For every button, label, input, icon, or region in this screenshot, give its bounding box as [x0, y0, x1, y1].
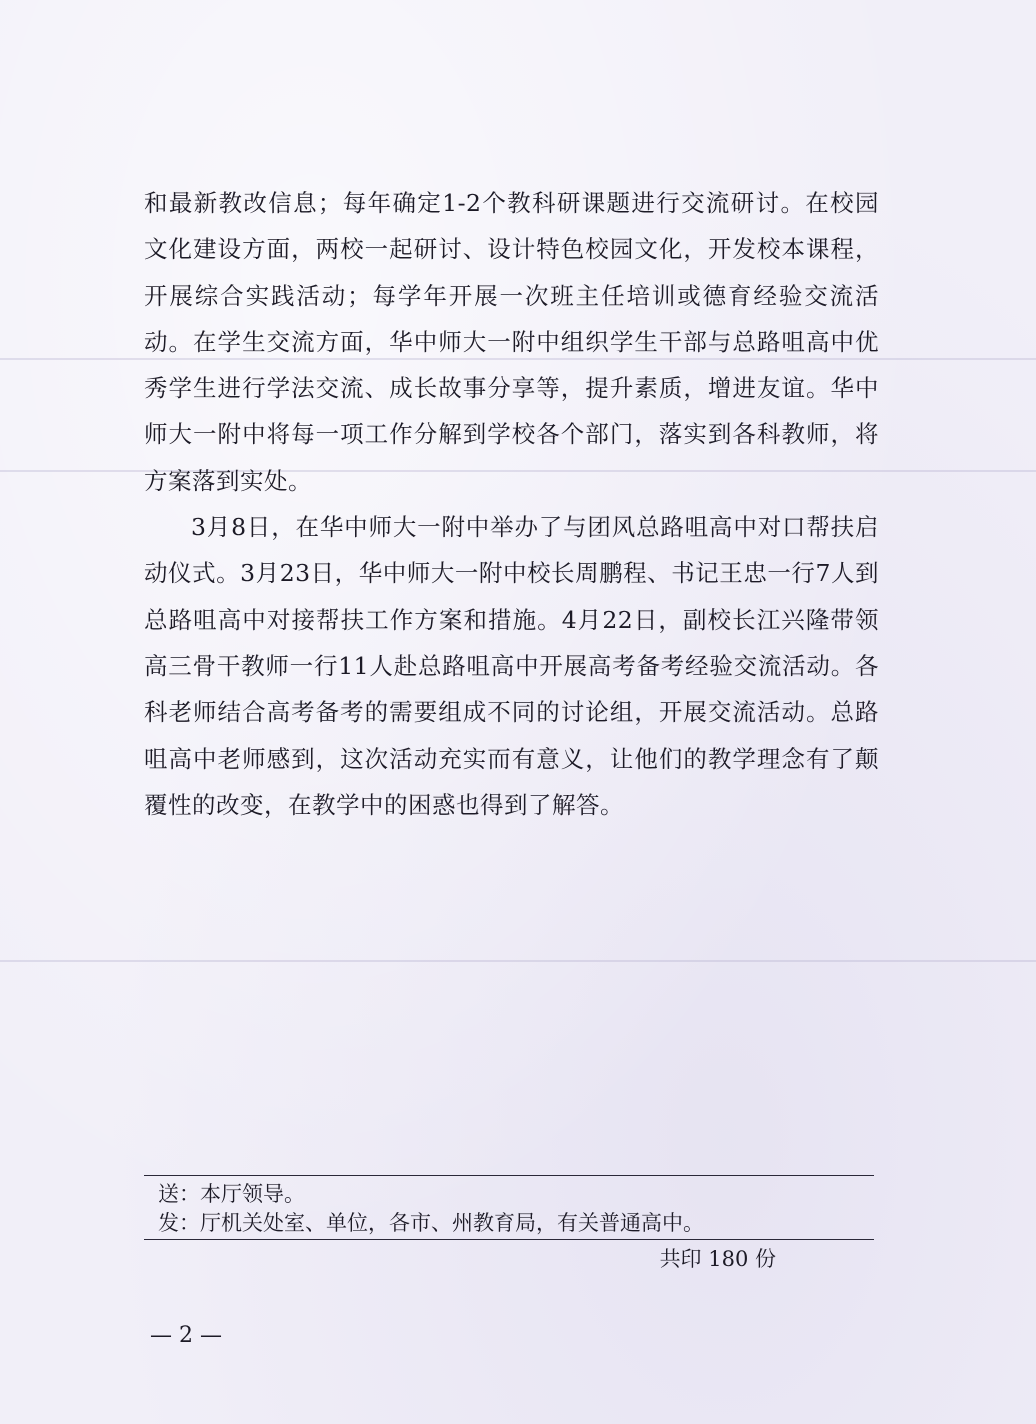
distribution-issue: 发：厅机关处室、单位，各市、州教育局，有关普通高中。: [158, 1211, 704, 1235]
print-copies: 共印 180 份: [659, 1247, 776, 1271]
body-text: [144, 180, 879, 828]
distribution-send: 送：本厅领导。: [158, 1182, 305, 1206]
body-paragraph-2: 3月8日，在华中师大一附中举办了与团风总路咀高中对口帮扶启动仪式。3月23日，华中师大一附中校长周鹏程、书记王忠一行7人到总路咀高中对接帮扶工作方案和措施。4月22日，副校长江兴隆带领高三骨干教师一行11人赴总路咀高中开展高考备考经验交流活动。各科老师结合高考备考的需要组成不同的讨论组，开展交流活动。总路咀高中老师感到，这次活动充实而有意义，让他们的教学理念有了颠覆性的改变，在教学中的困惑也得到了解答。: [144, 513, 879, 819]
divider-bottom: [144, 1239, 874, 1240]
paper-fold: [0, 960, 1036, 962]
body-paragraph-1: 和最新教改信息；每年确定1-2个教科研课题进行交流研讨。在校园文化建设方面，两校一起研讨、设计特色校园文化，开发校本课程，开展综合实践活动；每学年开展一次班主任培训或德育经验交流活动。在学生交流方面，华中师大一附中组织学生干部与总路咀高中优秀学生进行学法交流、成长故事分享等，提升素质，增进友谊。华中师大一附中将每一项工作分解到学校各个部门，落实到各科教师，将方案落到实处。: [144, 189, 879, 495]
page-number: — 2 —: [150, 1323, 222, 1348]
divider-top: [144, 1175, 874, 1176]
